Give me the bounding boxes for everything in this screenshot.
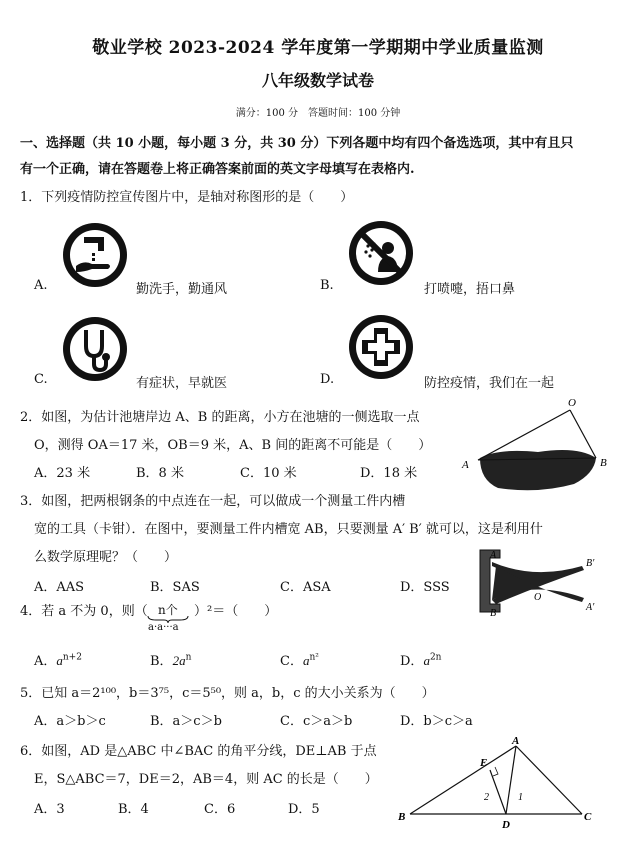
tri-label-e: E: [480, 757, 488, 769]
q4-under-text: a·a···a: [148, 622, 179, 633]
q3-option-d: D．SSS: [400, 580, 450, 595]
q6-option-b: B．4: [118, 802, 149, 817]
q3-option-c: C．ASA: [280, 580, 331, 595]
q3-option-b: B．SAS: [150, 580, 200, 595]
caliper-label-o: O: [534, 592, 542, 603]
tri-label-a: A: [512, 735, 520, 747]
q1-option-c-letter: C.: [34, 372, 48, 387]
q1-stem: 1．下列疫情防控宣传图片中，是轴对称图形的是（ ）: [20, 190, 354, 205]
q4-option-b: B．$2a^n$: [150, 652, 192, 669]
triangle-figure: [396, 735, 596, 831]
q2-line2: O，测得 OA＝17 米，OB＝9 米，A、B 间的距离不可能是（ ）: [34, 438, 432, 453]
pond-label-a: A: [462, 459, 469, 471]
caliper-label-ap: A′: [586, 602, 595, 613]
section-heading-line2: 有一个正确，请在答题卷上将正确答案前面的英文字母填写在表格内.: [20, 162, 415, 177]
pond-label-o: O: [568, 397, 576, 409]
q2-option-c: C．10 米: [240, 466, 297, 481]
caliper-label-a: A: [490, 550, 497, 561]
q5-stem: 5．已知 a＝2¹⁰⁰，b＝3⁷⁵，c＝5⁵⁰，则 a，b，c 的大小关系为（ ）: [20, 686, 435, 701]
exam-subtitle: 八年级数学试卷: [261, 71, 374, 90]
q4-option-d: D．$a^{2n}$: [400, 652, 442, 669]
q2-option-d: D．18 米: [360, 466, 418, 481]
q4-stem-post: ）²＝（ ）: [194, 604, 278, 619]
tri-label-b: B: [398, 811, 406, 823]
q4-n-label: n个: [158, 603, 178, 617]
q4-stem-pre: 4．若 a 不为 0，则（: [20, 604, 148, 619]
q4-option-a: A．$a^{n+2}$: [34, 652, 82, 669]
q3-line1: 3．如图，把两根钢条的中点连在一起，可以做成一个测量工件内槽: [20, 494, 406, 509]
caliper-label-b: B: [490, 608, 497, 619]
q5-option-b: B．a＞c＞b: [150, 714, 222, 729]
q6-option-a: A．3: [34, 802, 65, 817]
pond-figure: [458, 396, 618, 506]
q2-option-b: B．8 米: [136, 466, 184, 481]
q3-line2: 宽的工具（卡钳）．在图中，要测量工件内槽宽 AB，只要测量 A′ B′ 就可以，这是利用什: [34, 522, 543, 537]
q1-option-b-letter: B.: [320, 278, 334, 293]
caliper-figure: [474, 548, 604, 618]
section-heading-line1: 一、选择题（共 10 小题，每小题 3 分，共 30 分）下列各题中均有四个备选选项，其中有且只: [20, 136, 574, 151]
exam-title: 敬业学校 2023-2024 学年度第一学期期中学业质量监测: [92, 38, 544, 58]
q4-option-c: C．$a^{n^2}$: [280, 652, 319, 669]
tri-label-c: C: [584, 811, 592, 823]
q6-line1: 6．如图，AD 是△ABC 中∠BAC 的角平分线，DE⊥AB 于点: [20, 744, 377, 759]
medical-cross-icon: [348, 314, 414, 380]
pond-label-b: B: [600, 457, 607, 469]
q6-option-c: C．6: [204, 802, 236, 817]
q1-option-d-letter: D.: [320, 372, 335, 387]
tri-label-d: D: [502, 819, 510, 831]
q6-option-d: D．5: [288, 802, 320, 817]
handwash-icon: [62, 222, 128, 288]
q1-option-c-caption: 有症状，早就医: [136, 376, 228, 391]
q1-option-b-caption: 打喷嚏，捂口鼻: [424, 282, 516, 297]
q1-option-a-caption: 勤洗手，勤通风: [136, 282, 228, 297]
q3-line3: 么数学原理呢？（ ）: [34, 550, 178, 565]
exam-meta: 满分：100 分 答题时间：100 分钟: [235, 108, 401, 119]
tri-mark-2: 2: [484, 792, 489, 803]
q5-option-a: A．a＞b＞c: [34, 714, 106, 729]
tri-mark-1: 1: [518, 792, 523, 803]
q3-option-a: A．AAS: [34, 580, 85, 595]
q5-option-d: D．b＞c＞a: [400, 714, 473, 729]
caliper-label-bp: B′: [586, 558, 595, 569]
stethoscope-icon: [62, 316, 128, 382]
q1-option-a-letter: A.: [34, 278, 48, 293]
q6-line2: E，S△ABC＝7，DE＝2，AB＝4，则 AC 的长是（ ）: [34, 772, 378, 787]
no-sneeze-icon: [348, 220, 414, 286]
q5-option-c: C．c＞a＞b: [280, 714, 353, 729]
q1-option-d-caption: 防控疫情，我们在一起: [424, 376, 555, 391]
q2-option-a: A．23 米: [34, 466, 91, 481]
q2-line1: 2．如图，为估计池塘岸边 A、B 的距离，小方在池塘的一侧选取一点: [20, 410, 420, 425]
